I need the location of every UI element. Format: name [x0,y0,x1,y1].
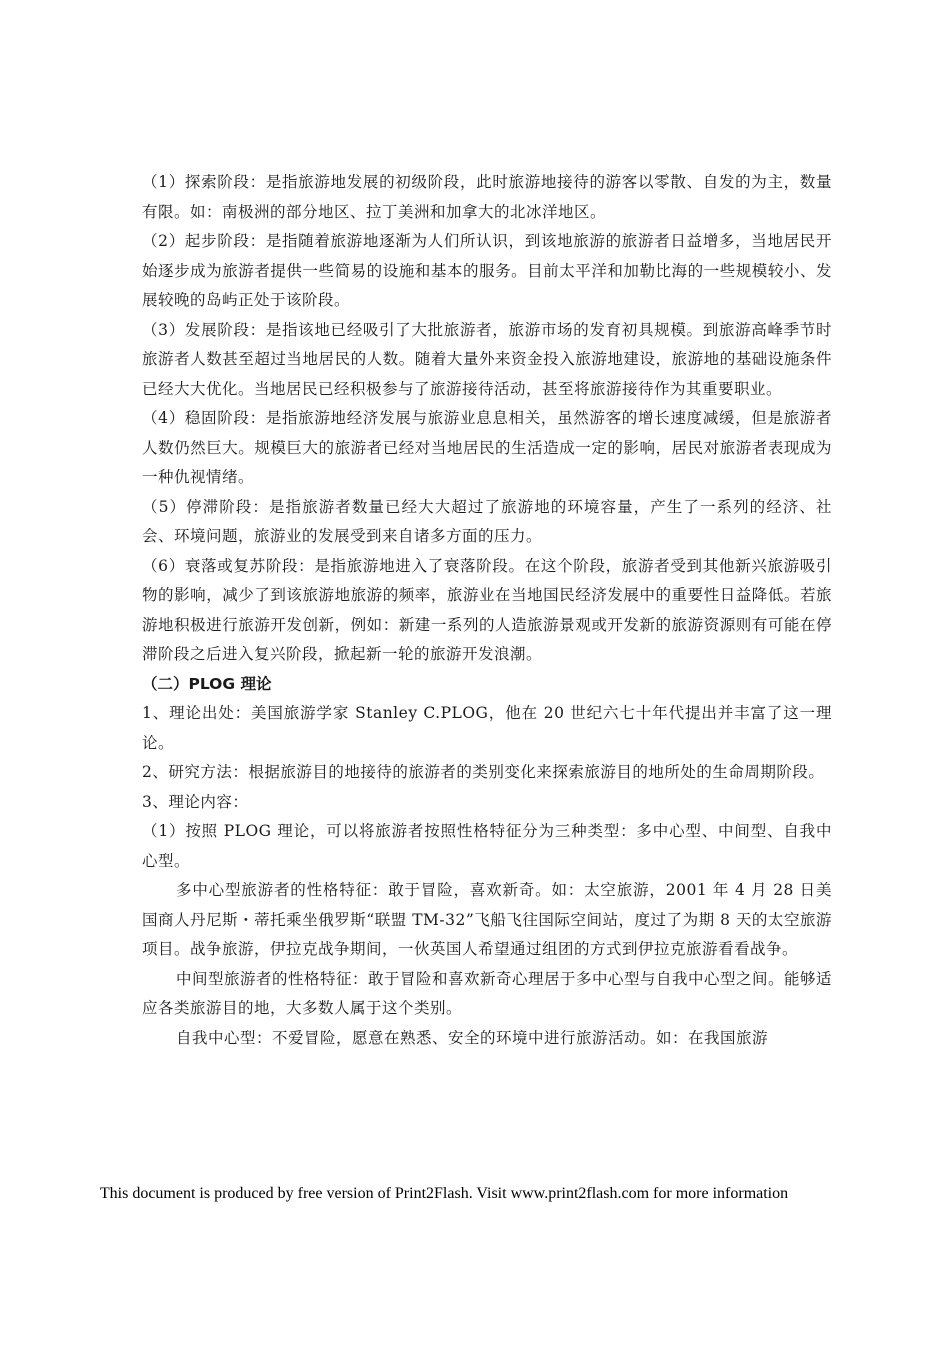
document-body [142,168,832,1053]
paragraph-theory-content: 3、理论内容： [142,792,249,811]
paragraph-development-stage: （3）发展阶段：是指该地已经吸引了大批旅游者，旅游市场的发育初具规模。到旅游高峰季节时旅游者人数甚至超过当地居民的人数。随着大量外来资金投入旅游地建设，旅游地的基础设施条件已经大大优化。当地居民已经积极参与了旅游接待活动，甚至将旅游接待作为其重要职业。 [142,320,832,398]
paragraph-consolidation-stage: （4）稳固阶段：是指旅游地经济发展与旅游业息息相关，虽然游客的增长速度减缓，但是旅游者人数仍然巨大。规模巨大的旅游者已经对当地居民的生活造成一定的影响，居民对旅游者表现成为一种仇视情绪。 [142,409,832,486]
paragraph-midcentric: 中间型旅游者的性格特征：敢于冒险和喜欢新奇心理居于多中心型与自我中心型之间。能够适应各类旅游目的地，大多数人属于这个类别。 [142,969,833,1017]
paragraph-involvement-stage: （2）起步阶段：是指随着旅游地逐渐为人们所认识，到该地旅游的旅游者日益增多，当地居民开始逐步成为旅游者提供一些简易的设施和基本的服务。目前太平洋和加勒比海的一些规模较小、发展较晚的岛屿正处于该阶段。 [142,232,832,309]
paragraph-psychocentric: 自我中心型：不爱冒险，愿意在熟悉、安全的环境中进行旅游活动。如：在我国旅游 [176,1028,769,1047]
paragraph-allocentric: 多中心型旅游者的性格特征：敢于冒险，喜欢新奇。如：太空旅游，2001 年 4 月 28 日美国商人丹尼斯・蒂托乘坐俄罗斯“联盟 TM-32”飞船飞往国际空间站，度过了为期 8 天的太空旅游项目。战争旅游，伊拉克战争期间，一伙英国人希望通过组团的方式到伊拉克旅游看看战争。 [142,881,832,958]
section-heading-plog: （二）PLOG 理论 [142,674,272,693]
paragraph-decline-rejuvenation-stage: （6）衰落或复苏阶段：是指旅游地进入了衰落阶段。在这个阶段，旅游者受到其他新兴旅游吸引物的影响，减少了到该旅游地旅游的频率，旅游业在当地国民经济发展中的重要性日益降低。若旅游地积极进行旅游开发创新，例如：新建一系列的人造旅游景观或开发新的旅游资源则有可能在停滞阶段之后进入复兴阶段，掀起新一轮的旅游开发浪潮。 [142,556,832,663]
paragraph-exploration-stage: （1）探索阶段：是指旅游地发展的初级阶段，此时旅游地接待的游客以零散、自发的为主，数量有限。如：南极洲的部分地区、拉丁美洲和加拿大的北冰洋地区。 [142,173,832,221]
footer-notice-text: This document is produced by free version of Print2Flash. Visit www.print2flash.com for more information [99,1185,789,1202]
paragraph-research-method: 2、研究方法：根据旅游目的地接待的旅游者的类别变化来探索旅游目的地所处的生命周期阶段。 [142,763,825,781]
print2flash-footer-notice [0,1185,952,1203]
paragraph-stagnation-stage: （5）停滞阶段：是指旅游者数量已经大大超过了旅游地的环境容量，产生了一系列的经济、社会、环境问题，旅游业的发展受到来自诸多方面的压力。 [142,497,832,545]
paragraph-tourist-types: （1）按照 PLOG 理论，可以将旅游者按照性格特征分为三种类型：多中心型、中间型、自我中心型。 [142,822,832,870]
paragraph-theory-origin: 1、理论出处：美国旅游学家 Stanley C.PLOG，他在 20 世纪六七十年代提出并丰富了这一理论。 [142,704,832,752]
